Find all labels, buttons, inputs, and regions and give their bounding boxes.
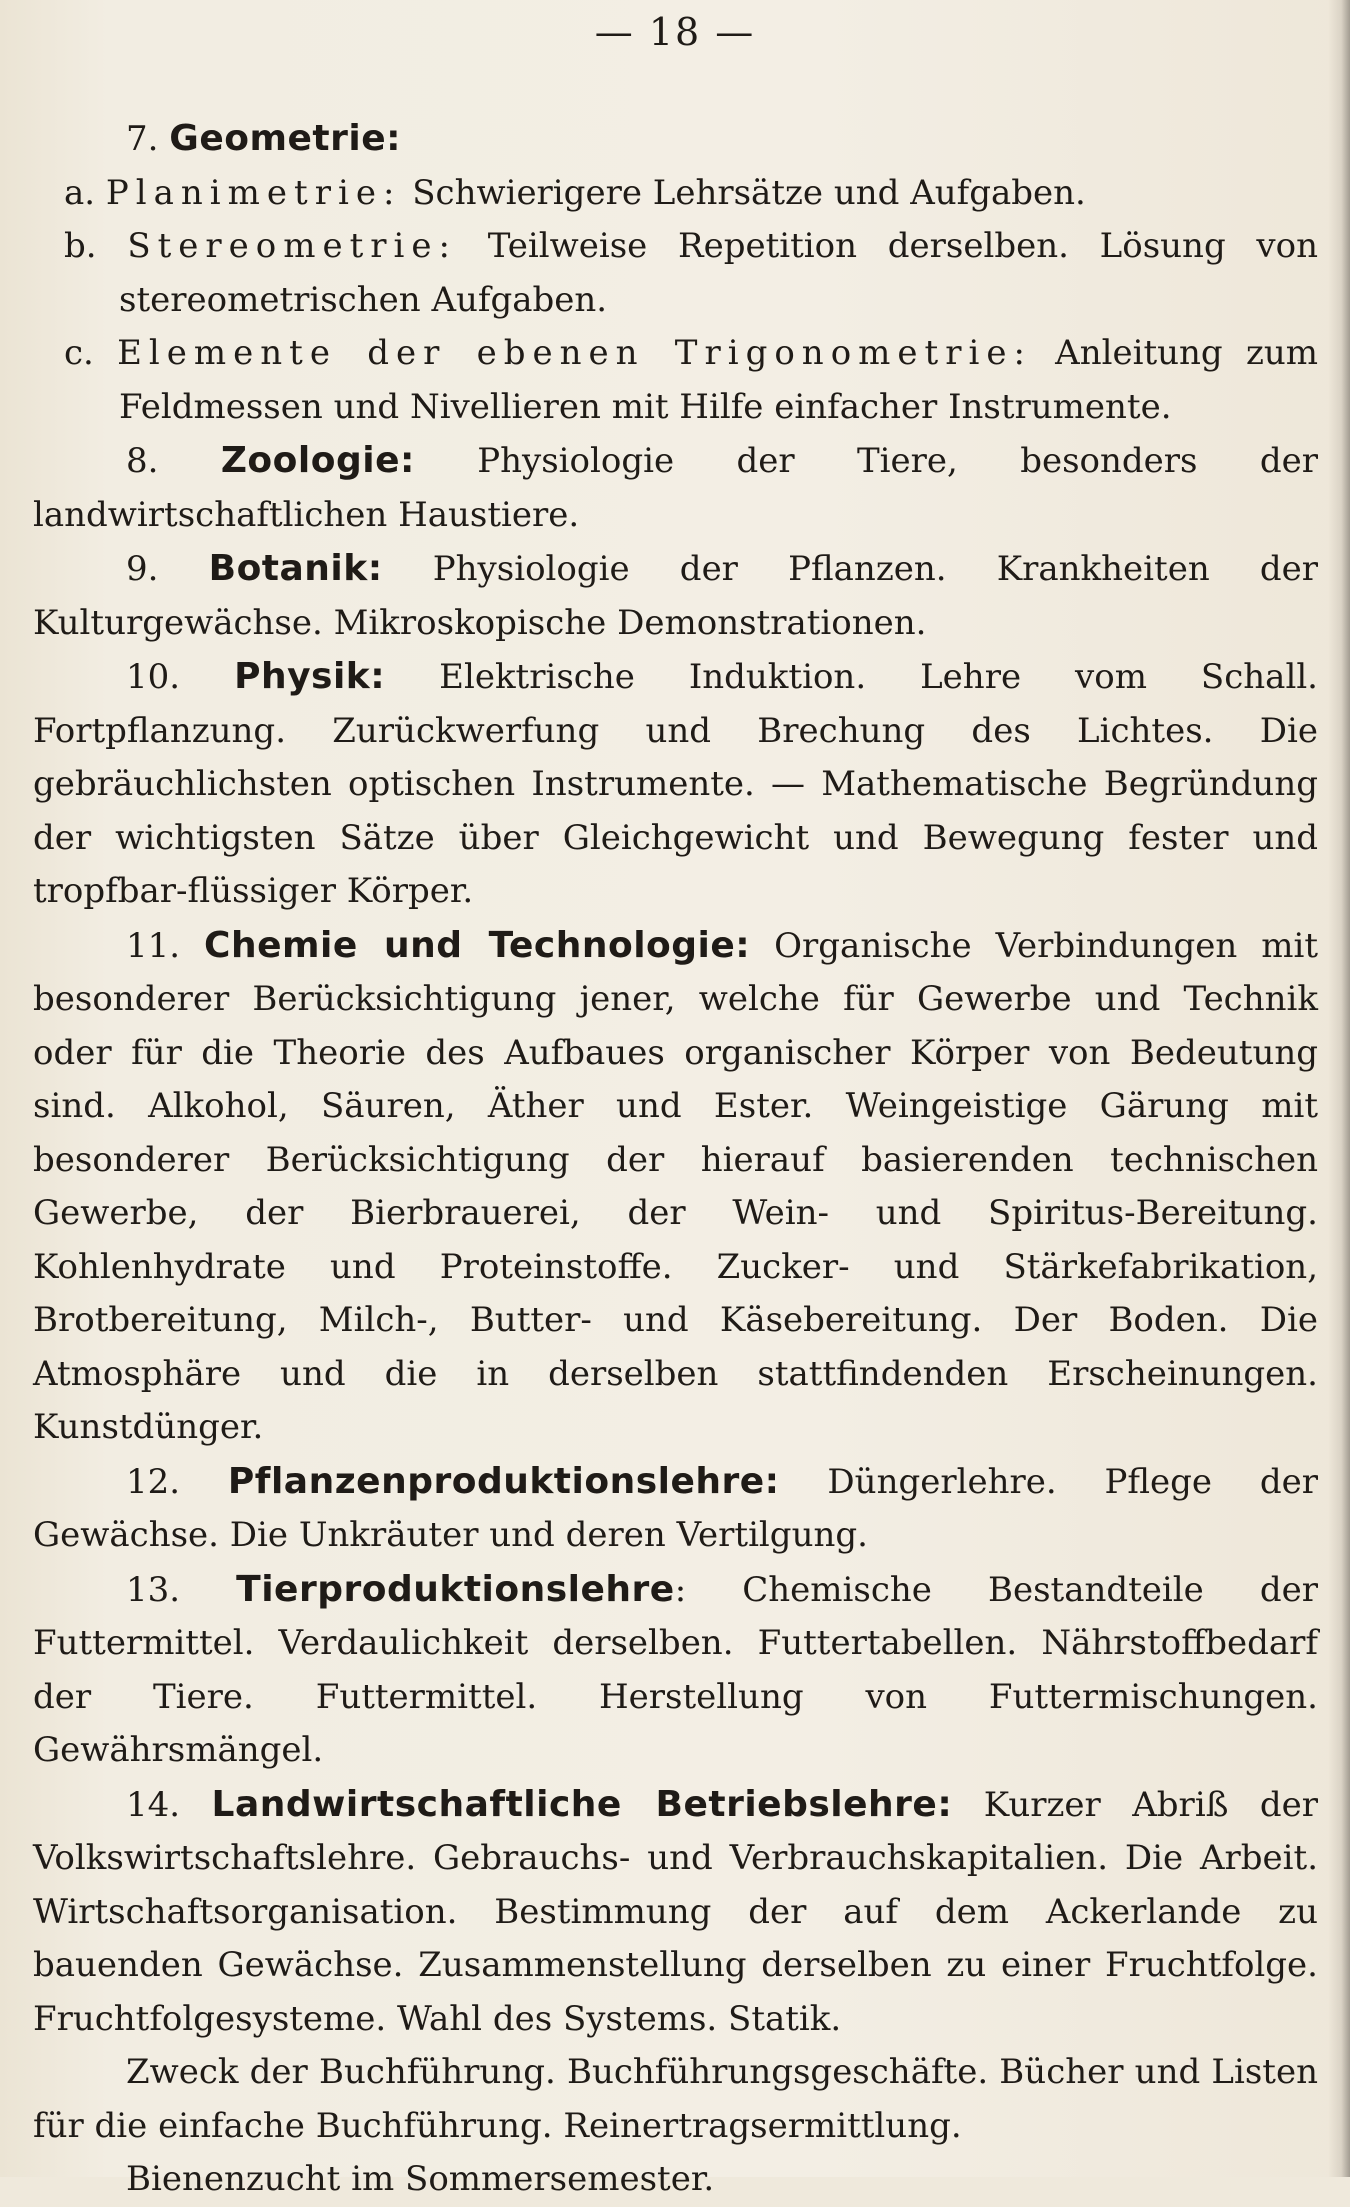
section-text: Physiologie der Pflanzen. Krankheiten der Kulturgewächse. Mikroskopische Demonstrationen.	[33, 549, 1319, 643]
section-11	[33, 919, 1318, 1455]
section-12	[33, 1455, 1318, 1563]
paragraph-buchfuehrung	[33, 2046, 1318, 2153]
section-number: 13.	[126, 1569, 181, 1610]
section-7-heading	[33, 112, 1318, 167]
section-number: 8.	[126, 441, 159, 481]
section-title: Physik:	[234, 656, 386, 697]
section-title: Landwirtschaftliche Betriebslehre:	[211, 1783, 953, 1825]
section-13	[33, 1563, 1318, 1778]
subsection-term: Stereometrie:	[127, 226, 457, 266]
section-text: : Chemische Bestandteile der Futtermittel. Verdaulichkeit derselben. Futtertabellen. Nährstoffbedarf der Tiere. Futtermittel. Herstellung von Futtermischungen. Gewährsmängel.	[33, 1569, 1318, 1770]
section-text: Organische Verbindungen mit besonderer Berücksichtigung jener, welche für Gewerbe und Technik oder für die Theorie des Aufbaues organischer Körper von Bedeutung sind. Alkohol, Säuren, Äther und Ester. Weingeistige Gärung mit besonderer Berücksichtigung der hierauf basierenden technischen Gewerbe, der Bierbrauerei, der Wein- und Spiritus-Bereitung. Kohlenhydrate und Proteinstoffe. Zucker- und Stärkefabrikation, Brotbereitung, Milch-, Butter- und Käsebereitung. Der Boden. Die Atmosphäre und die in derselben stattfindenden Erscheinungen. Kunstdünger.	[33, 925, 1318, 1447]
subsection-text: Teilweise Repetition derselben. Lösung von stereometrischen Aufgaben.	[119, 226, 1319, 320]
section-title: Chemie und Technologie:	[204, 924, 751, 966]
subsection-marker: c.	[64, 333, 94, 373]
subsection-a	[33, 167, 1318, 221]
section-number: 12.	[126, 1461, 181, 1502]
section-number: 9.	[126, 549, 159, 589]
subsection-text: Anleitung zum Feldmessen und Nivellieren mit Hilfe einfacher Instrumente.	[119, 333, 1318, 427]
page-edge-shadow	[1328, 0, 1350, 2177]
subsection-marker: a.	[64, 172, 96, 213]
subsection-term: Planimetrie:	[105, 172, 402, 213]
section-title: Botanik:	[208, 548, 383, 589]
section-title: Pflanzenproduktionslehre:	[227, 1460, 780, 1502]
section-title: Zoologie:	[220, 440, 415, 481]
section-14	[33, 1778, 1318, 2047]
section-text: Elektrische Induktion. Lehre vom Schall. Fortpflanzung. Zurückwerfung und Brechung des Lichtes. Die gebräuchlichsten optischen Instrumente. — Mathematische Begründung der wichtigsten Sätze über Gleichgewicht und Bewegung fester und tropfbar-flüssiger Körper.	[33, 657, 1318, 911]
section-number: 10.	[126, 657, 181, 697]
paragraph-text: Zweck der Buchführung. Buchführungsgeschäfte. Bücher und Listen für die einfache Buchführung. Reinertragsermittlung.	[33, 2052, 1318, 2146]
section-10	[33, 650, 1318, 919]
section-text: Physiologie der Tiere, besonders der landwirtschaftlichen Haustiere.	[33, 441, 1318, 535]
subsection-marker: b.	[64, 226, 97, 266]
subsection-text: Schwierigere Lehrsätze und Aufgaben.	[401, 172, 1086, 213]
section-9	[33, 542, 1318, 650]
page-body	[33, 112, 1318, 2207]
subsection-c	[33, 327, 1318, 434]
page-number: — 18 —	[594, 10, 756, 54]
section-number: 11.	[126, 925, 181, 966]
section-number: 14.	[126, 1784, 181, 1825]
section-8	[33, 434, 1318, 542]
section-number: 7.	[126, 119, 159, 159]
subsection-term: Elemente der ebenen Trigonometrie:	[117, 333, 1032, 373]
subsection-b	[33, 220, 1318, 327]
paragraph-bienenzucht	[33, 2153, 1318, 2207]
section-title: Geometrie:	[169, 118, 402, 159]
section-text: Kurzer Abriß der Volkswirtschaftslehre. Gebrauchs- und Verbrauchskapitalien. Die Arbeit. Wirtschaftsorganisation. Bestimmung der auf dem Ackerlande zu bauenden Gewächse. Zusammenstellung derselben zu einer Fruchtfolge. Fruchtfolgesysteme. Wahl des Systems. Statik.	[33, 1784, 1318, 2039]
section-title: Tierproduktionslehre	[236, 1568, 675, 1610]
paragraph-text: Bienenzucht im Sommersemester.	[126, 2159, 715, 2199]
section-text: Düngerlehre. Pflege der Gewächse. Die Unkräuter und deren Vertilgung.	[33, 1461, 1318, 1555]
